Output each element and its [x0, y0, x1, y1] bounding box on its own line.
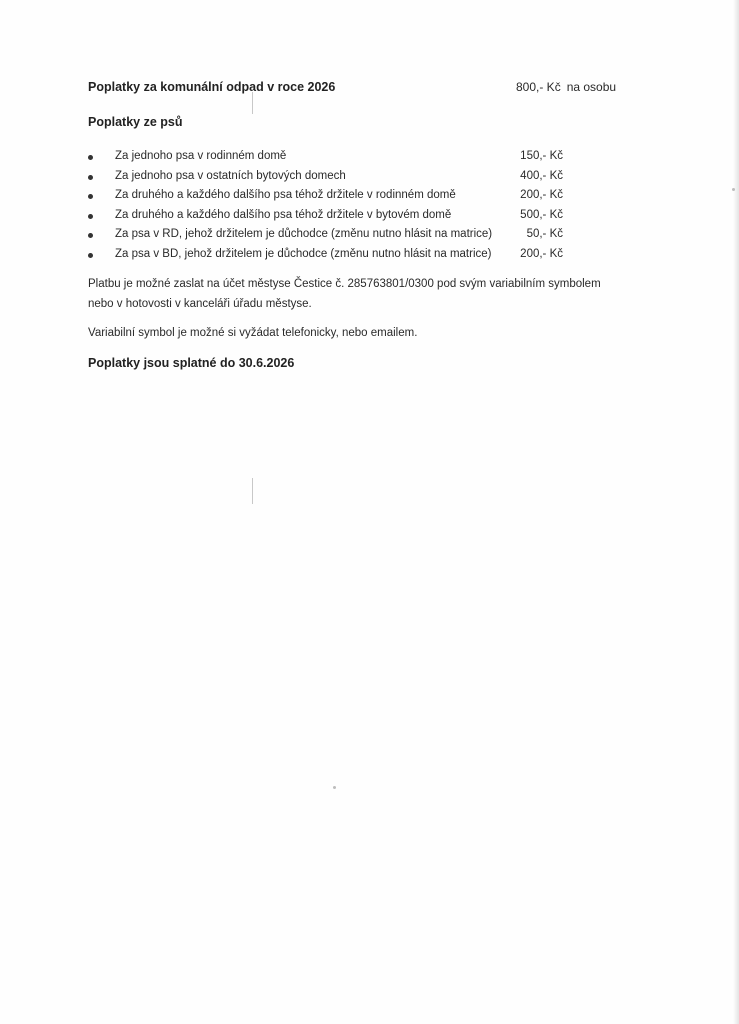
waste-fee-amount: 800,- Kč	[516, 80, 561, 94]
fee-description: Za psa v RD, jehož držitelem je důchodce (změnu nutno hlásit na matrice)	[115, 228, 493, 240]
waste-fee-heading: Poplatky za komunální odpad v roce 2026	[88, 80, 336, 94]
fee-description: Za druhého a každého dalšího psa téhož držitele v bytovém domě	[115, 208, 452, 221]
document-content	[88, 78, 648, 372]
list-item	[88, 167, 648, 187]
fee-amount: 150,- Kč	[520, 150, 563, 162]
list-item	[88, 245, 648, 265]
bullet-icon	[88, 253, 93, 258]
waste-fee-price	[516, 78, 616, 96]
variable-symbol-note: Variabilní symbol je možné si vyžádat telefonicky, nebo emailem.	[88, 327, 418, 339]
fee-amount: 200,- Kč	[520, 189, 563, 201]
fee-description: Za psa v BD, jehož držitelem je důchodce (změnu nutno hlásit na matrice)	[115, 247, 492, 260]
dog-fee-list	[88, 147, 648, 264]
scan-fold-mark	[252, 478, 253, 504]
list-item	[88, 225, 648, 245]
bullet-icon	[88, 194, 93, 199]
list-item	[88, 147, 648, 167]
waste-fee-row	[88, 78, 648, 96]
bullet-icon	[88, 214, 93, 219]
fee-amount: 500,- Kč	[520, 208, 563, 221]
fee-amount: 200,- Kč	[520, 247, 563, 260]
payment-line-1: Platbu je možné zaslat na účet městyse Čestice č. 285763801/0300 pod svým variabilním symbolem	[88, 278, 601, 290]
scan-edge-shadow	[733, 0, 739, 1024]
list-item	[88, 186, 648, 206]
fee-amount: 400,- Kč	[520, 169, 563, 182]
fee-amount: 50,- Kč	[526, 228, 563, 240]
fee-description: Za druhého a každého dalšího psa téhož držitele v rodinném domě	[115, 189, 456, 201]
waste-fee-unit: na osobu	[566, 80, 617, 94]
scan-speck	[333, 786, 336, 789]
fee-description: Za jednoho psa v ostatních bytových domech	[115, 169, 346, 182]
scan-speck	[732, 188, 735, 191]
fee-description: Za jednoho psa v rodinném domě	[115, 150, 287, 162]
bullet-icon	[88, 155, 93, 160]
dog-fee-heading: Poplatky ze psů	[88, 115, 183, 129]
due-date-notice: Poplatky jsou splatné do 30.6.2026	[88, 355, 295, 370]
bullet-icon	[88, 233, 93, 238]
list-item	[88, 206, 648, 226]
payment-instructions	[88, 275, 648, 314]
payment-line-2: nebo v hotovosti v kanceláři úřadu městyse.	[88, 297, 312, 310]
bullet-icon	[88, 175, 93, 180]
